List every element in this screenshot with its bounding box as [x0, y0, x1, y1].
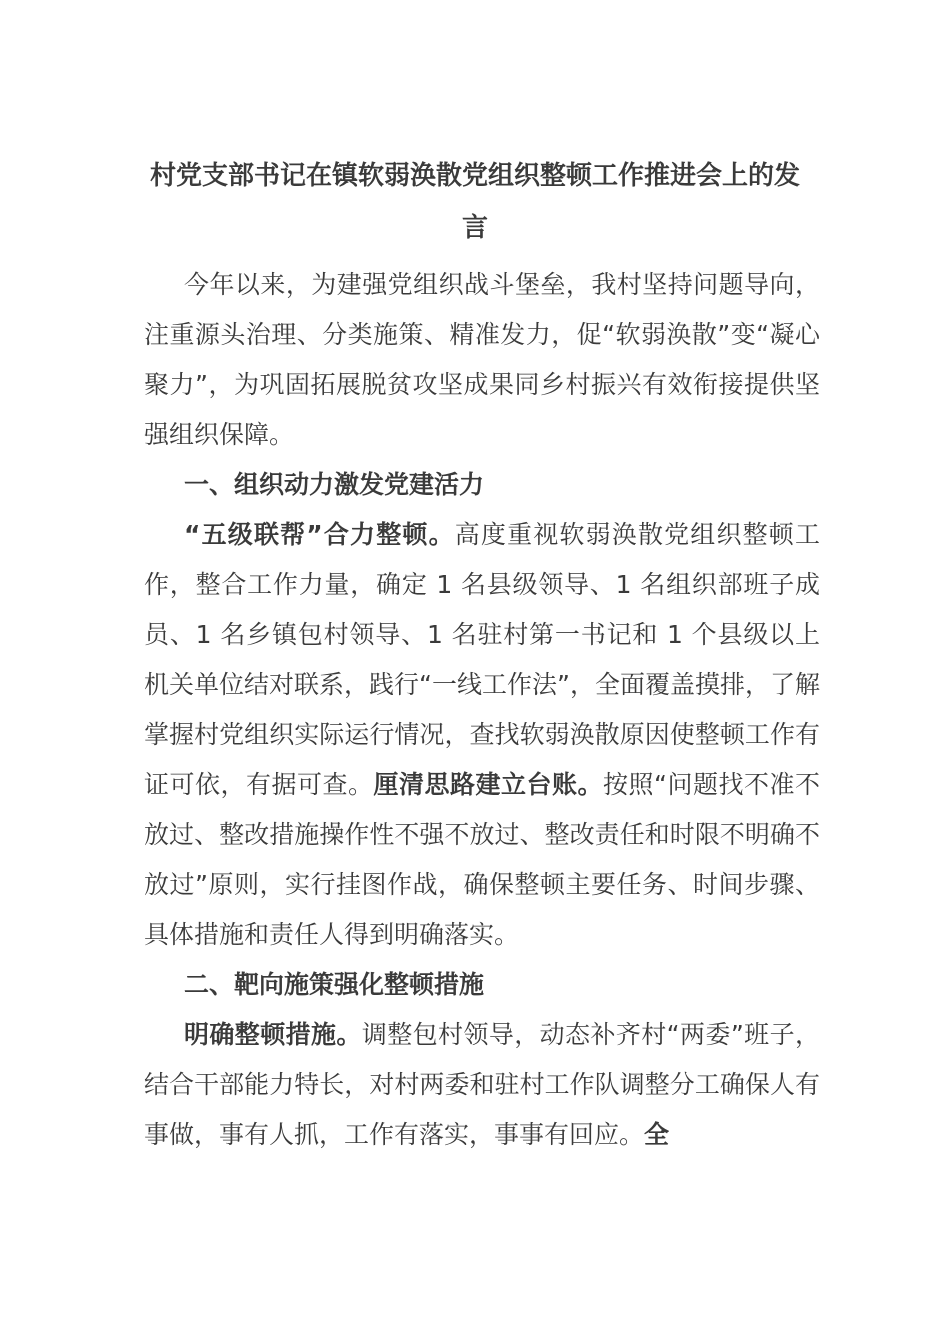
section-2-lead: 明确整顿措施。: [184, 1020, 362, 1049]
section-1-text: 高度重视软弱涣散党组织整顿工作，整合工作力量，确定 1 名县级领导、1 名组织部班子成员、1 名乡镇包村领导、1 名驻村第一书记和 1 个县级以上机关单位结对联系，践行“一线工作法”，全面覆盖摸排，了解掌握村党组织实际运行情况，查找软弱涣散原因使整顿工作有证可依，有据可查。: [144, 520, 820, 799]
section-1-text-2: 按照“问题找不准不放过、整改措施操作性不强不放过、整改责任和时限不明确不放过”原则，实行挂图作战，确保整顿主要任务、时间步骤、具体措施和责任人得到明确落实。: [144, 770, 820, 949]
document-title: 村党支部书记在镇软弱涣散党组织整顿工作推进会上的发言: [149, 161, 800, 243]
section-2-paragraph: [144, 1010, 820, 1160]
section-1-paragraph: [144, 510, 820, 960]
section-2-text: 调整包村领导，动态补齐村“两委”班子，结合干部能力特长，对村两委和驻村工作队调整分工确保人有事做，事有人抓，工作有落实，事事有回应。: [144, 1020, 820, 1149]
section-2-heading: 二、靶向施策强化整顿措施: [184, 970, 485, 999]
section-2-lead-2: 全: [644, 1120, 670, 1149]
section-1-lead: “五级联帮”合力整顿。: [184, 520, 455, 549]
section-1-heading: 一、组织动力激发党建活力: [184, 470, 485, 499]
section-1-lead-2: 厘清思路建立台账。: [373, 770, 604, 799]
intro-paragraph: 今年以来，为建强党组织战斗堡垒，我村坚持问题导向，注重源头治理、分类施策、精准发力，促“软弱涣散”变“凝心聚力”，为巩固拓展脱贫攻坚成果同乡村振兴有效衔接提供坚强组织保障。: [144, 270, 820, 449]
document-body: [144, 260, 820, 1160]
